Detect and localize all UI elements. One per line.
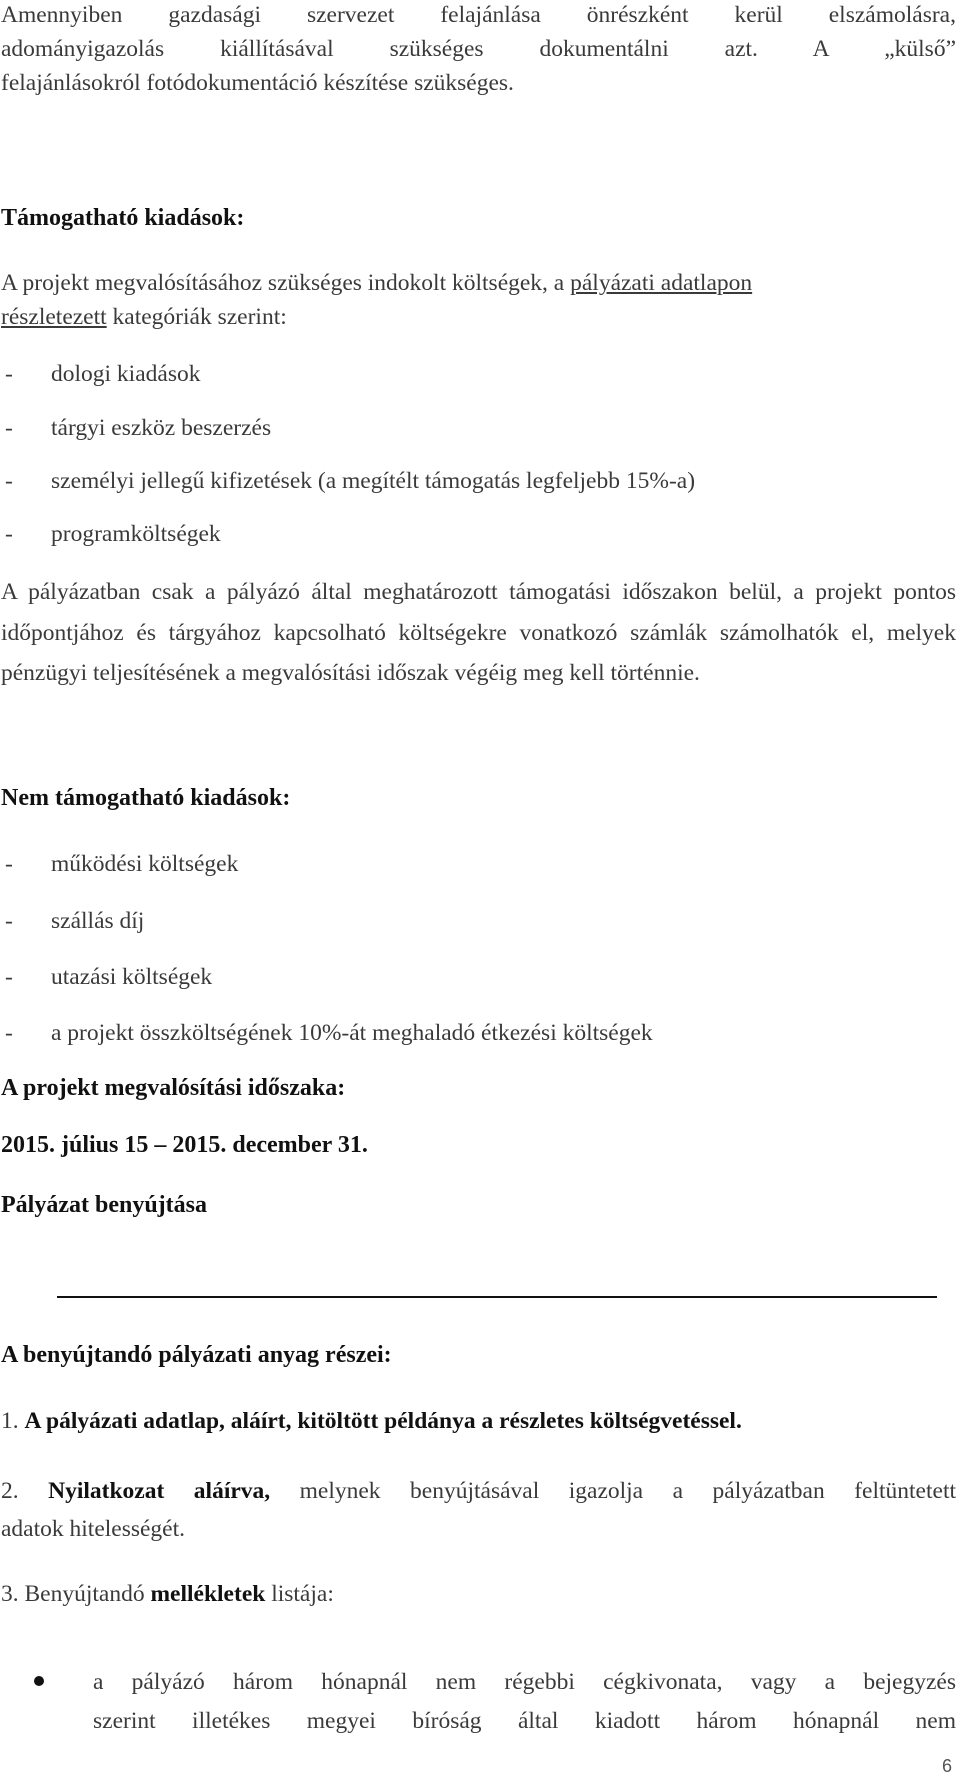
period-heading: A projekt megvalósítási időszaka:	[1, 1075, 346, 1101]
horizontal-rule	[57, 1296, 937, 1298]
dash-marker: -	[5, 361, 13, 387]
intro-line-1: Amennyiben gazdasági szervezet felajánlása önrészként kerül elszámolásra,	[1, 2, 956, 28]
attachment-bullet-line-2: szerint illetékes megyei bíróság által kiadott három hónapnál nem	[93, 1708, 956, 1734]
list-item-text: tárgyi eszköz beszerzés	[51, 415, 272, 441]
supported-lead-underlined-2: részletezett	[1, 304, 107, 330]
attachment-bullet-line-1: a pályázó három hónapnál nem régebbi cégkivonata, vagy a bejegyzés	[93, 1669, 956, 1695]
parts-item-3	[1, 1575, 956, 1613]
submission-heading: Pályázat benyújtása	[1, 1192, 207, 1218]
bullet-icon	[34, 1676, 44, 1686]
dash-marker: -	[5, 468, 13, 494]
list-item-text: utazási költségek	[51, 964, 213, 990]
parts-item-1-number: 1.	[1, 1408, 25, 1434]
dash-marker: -	[5, 964, 13, 990]
dash-marker: -	[5, 415, 13, 441]
unsupported-heading: Nem támogatható kiadások:	[1, 785, 291, 811]
supported-lead-line-2	[1, 298, 956, 336]
dash-marker: -	[5, 521, 13, 547]
intro-line-3: felajánlásokról fotódokumentáció készítése szükséges.	[1, 70, 514, 96]
dash-marker: -	[5, 1020, 13, 1046]
list-item-text: személyi jellegű kifizetések (a megítélt támogatás legfeljebb 15%-a)	[51, 468, 696, 494]
supported-heading: Támogatható kiadások:	[1, 205, 245, 231]
list-item-text: szállás díj	[51, 908, 145, 934]
supported-lead-text: A projekt megvalósításához szükséges indokolt költségek, a	[1, 270, 571, 296]
list-item-text: a projekt összköltségének 10%-át meghaladó étkezési költségek	[51, 1020, 653, 1046]
parts-item-2-line-1	[1, 1472, 956, 1510]
parts-item-2-number: 2.	[1, 1478, 49, 1504]
period-value: 2015. július 15 – 2015. december 31.	[1, 1132, 368, 1158]
parts-item-1	[1, 1402, 956, 1440]
parts-item-3-bold: mellékletek	[150, 1581, 266, 1607]
list-item-text: dologi kiadások	[51, 361, 201, 387]
supported-lead-text-2: kategóriák szerint:	[106, 304, 287, 330]
list-item-text: programköltségek	[51, 521, 221, 547]
list-item-text: működési költségek	[51, 851, 239, 877]
dash-marker: -	[5, 851, 13, 877]
parts-item-2-text: melynek benyújtásával igazolja a pályázatban feltüntetett	[270, 1478, 957, 1504]
supported-lead-line-1	[1, 264, 956, 302]
parts-item-3-prefix: 3. Benyújtandó	[1, 1581, 151, 1607]
page-number: 6	[941, 1756, 952, 1776]
parts-item-1-text: A pályázati adatlap, aláírt, kitöltött példánya a részletes költségvetéssel.	[24, 1408, 742, 1434]
parts-heading: A benyújtandó pályázati anyag részei:	[1, 1342, 392, 1368]
parts-item-2-line-2: adatok hitelességét.	[1, 1516, 186, 1542]
parts-item-2-bold: Nyilatkozat aláírva,	[48, 1478, 271, 1504]
parts-item-3-suffix: listája:	[265, 1581, 334, 1607]
dash-marker: -	[5, 908, 13, 934]
supported-note: A pályázatban csak a pályázó által meghatározott támogatási időszakon belül, a projekt pontos időpontjához és tárgyához kapcsolható költségekre vonatkozó számlák számolhatók el, melyek pénzügyi teljesítésének a megvalósítási időszak végéig meg kell történnie.	[1, 579, 956, 686]
intro-line-2: adományigazolás kiállításával szükséges dokumentálni azt. A „külső”	[1, 36, 956, 62]
supported-lead-underlined-1: pályázati adatlapon	[570, 270, 753, 296]
